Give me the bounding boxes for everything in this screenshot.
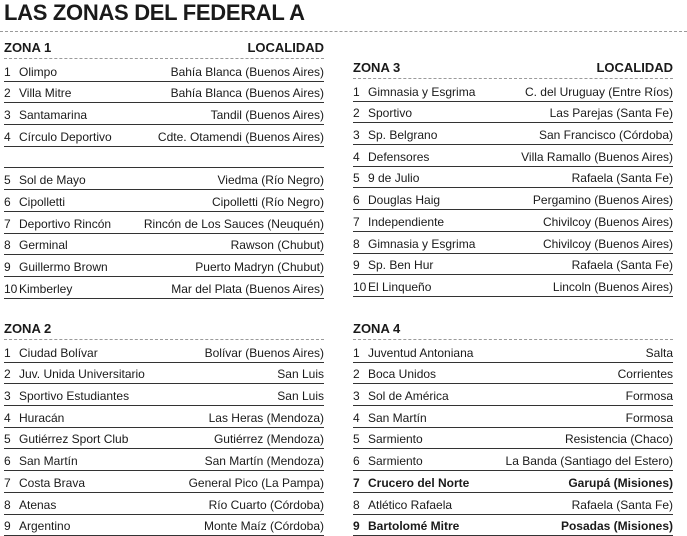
team-locality: Posadas (Misiones) [560,519,673,534]
team-locality: Bahía Blanca (Buenos Aires) [170,86,324,101]
table-row [353,102,673,124]
table-row [353,406,673,428]
team-name: Gimnasia y Esgrima [368,84,476,99]
team-locality: Rafaela (Santa Fe) [571,497,673,512]
team-locality: Rincón de Los Sauces (Neuquén) [143,216,324,231]
team-name: Gimnasia y Esgrima [368,236,476,251]
row-number: 3 [353,128,360,143]
table-row [353,145,673,167]
row-number: 3 [353,389,360,404]
team-locality: Tandil (Buenos Aires) [210,108,324,123]
team-locality: San Martín (Mendoza) [204,454,324,469]
table-row [353,493,673,515]
team-name: Atlético Rafaela [368,497,453,512]
team-locality: Río Cuarto (Córdoba) [208,497,324,512]
title-divider [0,31,687,32]
page-title: LAS ZONAS DEL FEDERAL A [4,0,305,25]
team-name: El Linqueño [368,279,432,294]
row-number: 4 [4,129,11,144]
zone-name: ZONA 1 [4,40,52,55]
zone-name: ZONA 2 [4,321,52,336]
row-number: 9 [353,519,360,534]
table-row [4,168,324,190]
row-number: 1 [353,345,360,360]
row-number: 7 [4,475,11,490]
team-locality: Chivilcoy (Buenos Aires) [542,214,673,229]
zone-2-table [4,320,324,536]
team-name: Douglas Haig [368,193,441,208]
row-number: 6 [353,454,360,469]
team-name: Cipolletti [19,194,66,209]
row-number: 10 [353,279,367,294]
team-name: Huracán [19,410,65,425]
team-locality: Cipolletti (Río Negro) [211,194,324,209]
team-name: Boca Unidos [368,367,437,382]
table-row [4,234,324,256]
table-row [4,82,324,104]
team-locality: Monte Maíz (Córdoba) [203,519,324,534]
team-name: Juv. Unida Universitario [19,367,145,382]
team-locality: Chivilcoy (Buenos Aires) [542,236,673,251]
zone-1-table [4,39,324,299]
zone-3-table [353,59,673,297]
team-name: Atenas [19,497,57,512]
table-row [353,254,673,276]
zone-column-header: LOCALIDAD [596,60,673,75]
table-row [4,428,324,450]
row-number: 2 [353,367,360,382]
row-number: 3 [4,108,11,123]
row-number: 9 [4,259,11,274]
row-number: 6 [4,454,11,469]
table-row [4,493,324,515]
row-number: 2 [4,367,11,382]
row-number: 5 [4,432,11,447]
row-number: 1 [353,84,360,99]
table-row [353,232,673,254]
team-locality: La Banda (Santiago del Estero) [505,454,673,469]
table-row [353,188,673,210]
team-locality: General Pico (La Pampa) [188,475,324,490]
team-name: Kimberley [19,281,73,296]
table-row [4,449,324,471]
team-name: 9 de Julio [368,171,420,186]
row-number: 6 [4,194,11,209]
team-name: Villa Mitre [19,86,72,101]
row-number: 7 [353,214,360,229]
team-name: Olimpo [19,64,58,79]
team-name: Sarmiento [368,432,423,447]
table-row-spacer [4,147,324,169]
team-locality: C. del Uruguay (Entre Ríos) [524,84,673,99]
row-number: 9 [353,258,360,273]
team-locality: Pergamino (Buenos Aires) [532,193,673,208]
table-row [4,60,324,82]
table-row [353,471,673,493]
team-name: Sol de Mayo [19,173,86,188]
table-row [4,341,324,363]
zone-name: ZONA 4 [353,321,401,336]
team-name: Germinal [19,238,68,253]
row-number: 2 [4,86,11,101]
table-row [353,210,673,232]
team-locality: Rafaela (Santa Fe) [571,258,673,273]
team-name: Independiente [368,214,445,229]
team-locality: Cdte. Otamendi (Buenos Aires) [157,129,324,144]
team-locality: Bolívar (Buenos Aires) [204,345,324,360]
table-row [353,384,673,406]
row-number: 1 [4,64,11,79]
team-name: Sarmiento [368,454,423,469]
row-number: 5 [4,173,11,188]
team-name: Sol de América [368,389,449,404]
row-number: 5 [353,171,360,186]
team-name: Ciudad Bolívar [19,345,98,360]
row-number: 9 [4,519,11,534]
table-row [4,515,324,536]
row-number: 8 [4,238,11,253]
table-row [4,363,324,385]
row-number: 7 [353,475,360,490]
table-row [353,123,673,145]
row-number: 1 [4,345,11,360]
row-number: 4 [353,410,360,425]
team-name: Guillermo Brown [19,259,108,274]
team-name: Costa Brava [19,475,86,490]
zone-column-header: LOCALIDAD [247,40,324,55]
row-number: 8 [353,236,360,251]
team-name: San Martín [19,454,78,469]
row-number: 5 [353,432,360,447]
team-locality: Bahía Blanca (Buenos Aires) [170,64,324,79]
team-name: Sp. Belgrano [368,128,438,143]
team-name: Círculo Deportivo [19,129,112,144]
row-number: 8 [353,497,360,512]
team-locality: Puerto Madryn (Chubut) [195,259,324,274]
row-number: 4 [4,410,11,425]
team-name: Santamarina [19,108,88,123]
zone-name: ZONA 3 [353,60,401,75]
table-row [353,167,673,189]
table-row [353,449,673,471]
team-name: Sportivo Estudiantes [19,389,130,404]
table-row [4,255,324,277]
table-row [4,212,324,234]
row-number: 6 [353,193,360,208]
row-number: 7 [4,216,11,231]
team-locality: Salta [645,345,673,360]
team-locality: Rawson (Chubut) [230,238,324,253]
team-locality: Las Parejas (Santa Fe) [549,106,673,121]
table-row [353,515,673,536]
table-row [4,190,324,212]
zone-header [353,320,673,340]
team-locality: San Luis [277,367,324,382]
team-locality: Mar del Plata (Buenos Aires) [171,281,324,296]
team-name: Deportivo Rincón [19,216,112,231]
row-number: 4 [353,149,360,164]
team-locality: San Luis [277,389,324,404]
table-row [4,471,324,493]
team-locality: Lincoln (Buenos Aires) [552,279,673,294]
zone-header [4,320,324,340]
team-name: Gutiérrez Sport Club [19,432,129,447]
team-locality: Formosa [625,410,673,425]
team-locality: Las Heras (Mendoza) [208,410,324,425]
team-locality: Gutiérrez (Mendoza) [213,432,324,447]
zone-header [4,39,324,59]
team-locality: Resistencia (Chaco) [564,432,673,447]
table-row [4,125,324,147]
zone-header [353,59,673,79]
team-name: Crucero del Norte [368,475,470,490]
team-name: Sp. Ben Hur [368,258,434,273]
team-name: Argentino [19,519,71,534]
table-row [353,275,673,297]
team-name: Bartolomé Mitre [368,519,460,534]
team-name: Sportivo [368,106,413,121]
table-row [4,103,324,125]
zone-4-table [353,320,673,536]
row-number: 2 [353,106,360,121]
table-row [4,277,324,299]
team-locality: Villa Ramallo (Buenos Aires) [521,149,673,164]
table-row [4,406,324,428]
table-row [353,80,673,102]
team-locality: Rafaela (Santa Fe) [571,171,673,186]
table-row [4,384,324,406]
team-locality: Garupá (Misiones) [568,475,673,490]
table-row [353,428,673,450]
table-row [353,363,673,385]
team-name: Defensores [368,149,430,164]
team-locality: Corrientes [617,367,673,382]
team-locality: San Francisco (Córdoba) [538,128,673,143]
row-number: 8 [4,497,11,512]
row-number: 3 [4,389,11,404]
team-locality: Formosa [625,389,673,404]
team-name: Juventud Antoniana [368,345,474,360]
team-name: San Martín [368,410,427,425]
table-row [353,341,673,363]
team-locality: Viedma (Río Negro) [217,173,324,188]
row-number: 10 [4,281,18,296]
